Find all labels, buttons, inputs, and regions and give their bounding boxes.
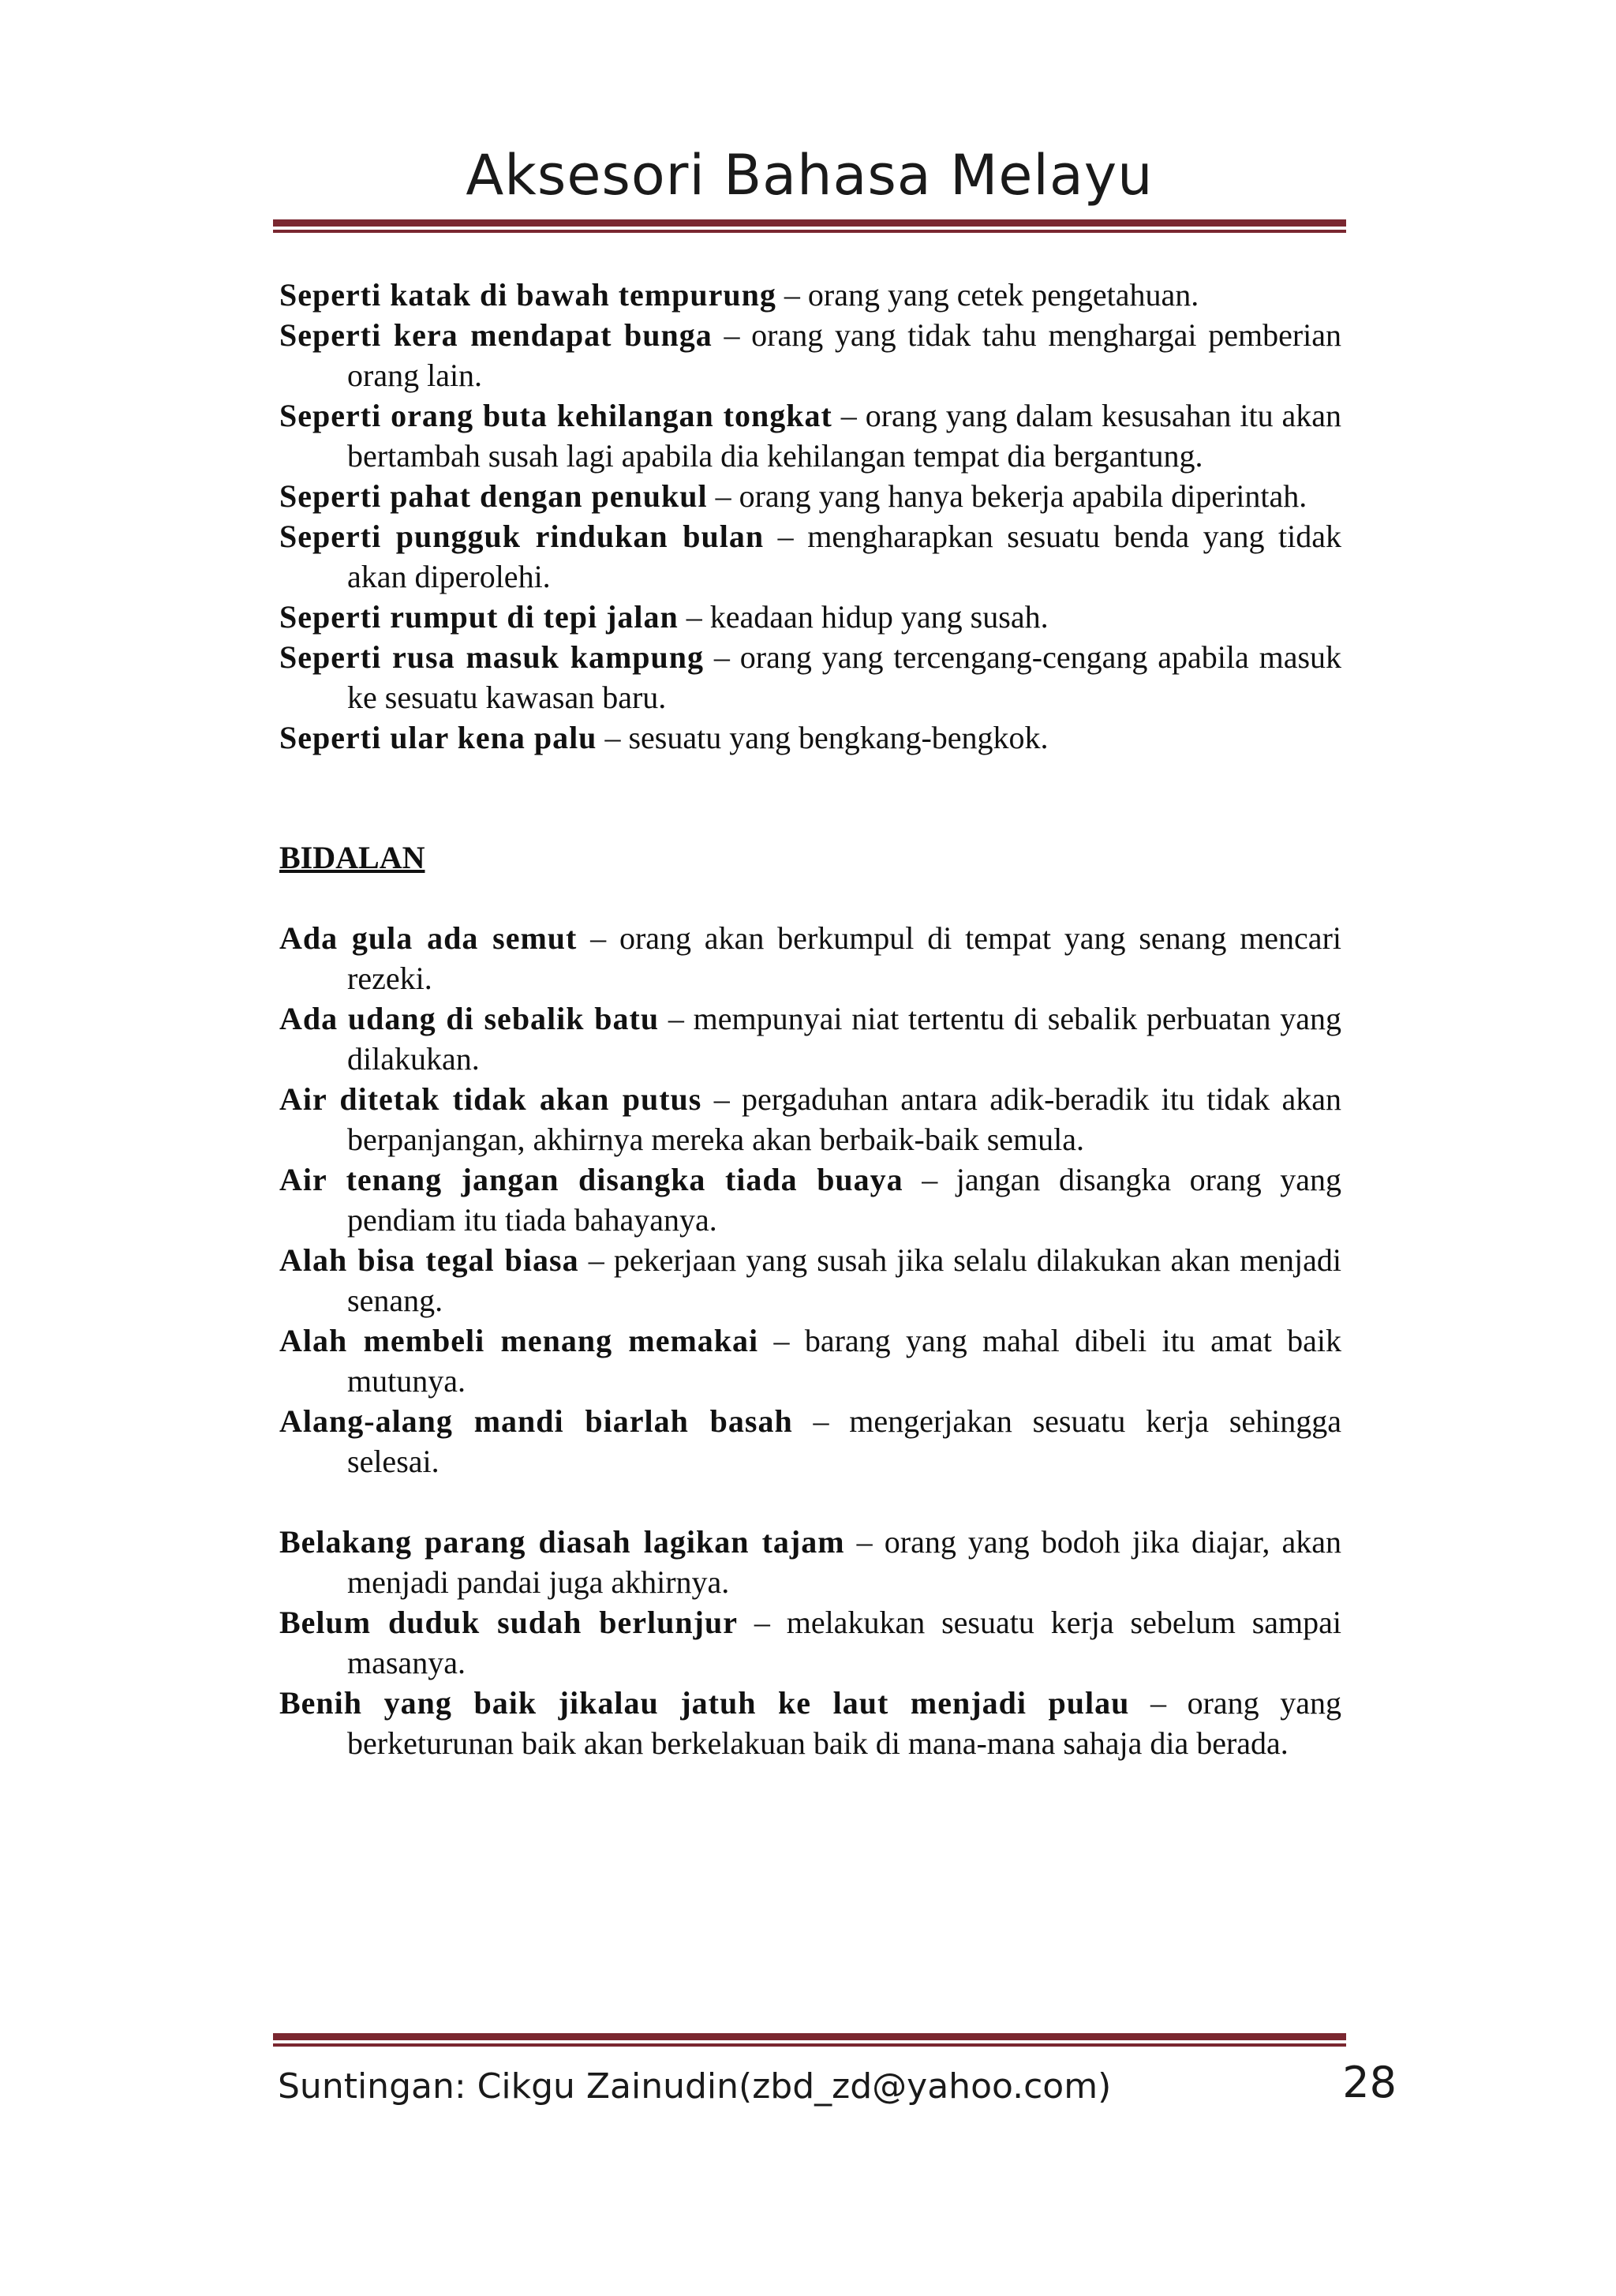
entry-term: Alang-alang mandi biarlah basah: [279, 1403, 793, 1439]
entry-term: Ada udang di sebalik batu: [279, 1001, 660, 1036]
entry-meaning: sesuatu yang bengkang-bengkok.: [628, 720, 1049, 755]
section-heading-bidalan: BIDALAN: [279, 840, 425, 875]
entry: [279, 998, 1341, 1079]
header-divider: [273, 219, 1346, 233]
entry-meaning: pekerjaan yang susah jika selalu dilakukan akan menjadi senang.: [347, 1242, 1341, 1318]
entry: [279, 597, 1341, 637]
entry-separator: –: [813, 1403, 829, 1439]
entry-meaning: barang yang mahal dibeli itu amat baik mutunya.: [347, 1323, 1342, 1399]
entry: [279, 476, 1341, 516]
entry-meaning: orang yang bodoh jika diajar, akan menjadi pandai juga akhirnya.: [347, 1524, 1342, 1600]
entry-term: Alah membeli menang memakai: [279, 1323, 759, 1358]
entry-term: Seperti rusa masuk kampung: [279, 639, 705, 675]
entry-separator: –: [686, 599, 702, 635]
entry: [279, 1159, 1341, 1240]
entry: [279, 1079, 1341, 1159]
entry: [279, 516, 1341, 597]
entry: [279, 275, 1341, 315]
entry-separator: –: [777, 519, 794, 554]
entry-term: Belakang parang diasah lagikan tajam: [279, 1524, 845, 1560]
entry-term: Air tenang jangan disangka tiada buaya: [279, 1162, 903, 1197]
entry-term: Ada gula ada semut: [279, 920, 578, 956]
entry-separator: –: [754, 1605, 770, 1640]
entry-separator: –: [713, 1081, 730, 1117]
bidalan-list-a: [279, 918, 1341, 1481]
entry: [279, 1602, 1341, 1683]
entry-group-spacer: [279, 1481, 1341, 1522]
entry-meaning: orang yang tidak tahu menghargai pemberian orang lain.: [347, 317, 1342, 393]
entry-term: Seperti ular kena palu: [279, 720, 597, 755]
entry-term: Seperti kera mendapat bunga: [279, 317, 713, 353]
peribahasa-seperti-list: [279, 275, 1341, 758]
entry-separator: –: [773, 1323, 790, 1358]
entry-meaning: orang yang berketurunan baik akan berkelakuan baik di mana-mana sahaja dia berada.: [347, 1685, 1342, 1761]
entry-meaning: orang yang cetek pengetahuan.: [807, 277, 1199, 313]
entry: [279, 918, 1341, 998]
entry-meaning: orang yang hanya bekerja apabila diperintah.: [739, 478, 1307, 514]
entry-separator: –: [856, 1524, 873, 1560]
entry-separator: –: [715, 478, 731, 514]
page-number: 28: [1342, 2058, 1397, 2107]
entry-separator: –: [590, 920, 607, 956]
entry: [279, 395, 1341, 476]
entry: [279, 717, 1341, 758]
entry: [279, 1522, 1341, 1602]
entry-term: Seperti orang buta kehilangan tongkat: [279, 398, 832, 433]
entry-separator: –: [604, 720, 621, 755]
entry-separator: –: [588, 1242, 604, 1278]
entry-term: Benih yang baik jikalau jatuh ke laut menjadi pulau: [279, 1685, 1130, 1721]
footer-credit: Suntingan: Cikgu Zainudin(zbd_zd@yahoo.com): [278, 2066, 1112, 2107]
entry-separator: –: [922, 1162, 938, 1197]
entry-separator: –: [724, 317, 740, 353]
entry-meaning: keadaan hidup yang susah.: [709, 599, 1049, 635]
entry-meaning: orang yang tercengang-cengang apabila masuk ke sesuatu kawasan baru.: [347, 639, 1342, 715]
entry-term: Alah bisa tegal biasa: [279, 1242, 579, 1278]
bidalan-list-b: [279, 1522, 1341, 1763]
entry-meaning: mempunyai niat tertentu di sebalik perbuatan yang dilakukan.: [347, 1001, 1342, 1077]
entry-separator: –: [784, 277, 800, 313]
footer-divider: [273, 2033, 1346, 2047]
entry-meaning: pergaduhan antara adik-beradik itu tidak akan berpanjangan, akhirnya mereka akan berbaik-baik semula.: [347, 1081, 1342, 1157]
entry-term: Seperti rumput di tepi jalan: [279, 599, 679, 635]
entry-term: Seperti pungguk rindukan bulan: [279, 519, 765, 554]
entry-separator: –: [840, 398, 857, 433]
entry-term: Air ditetak tidak akan putus: [279, 1081, 702, 1117]
entry-meaning: jangan disangka orang yang pendiam itu tiada bahayanya.: [347, 1162, 1342, 1238]
entry-term: Seperti katak di bawah tempurung: [279, 277, 776, 313]
entry-meaning: orang yang dalam kesusahan itu akan bertambah susah lagi apabila dia kehilangan tempat dia bergantung.: [347, 398, 1342, 474]
entry-separator: –: [713, 639, 730, 675]
entry-separator: –: [1150, 1685, 1166, 1721]
entry: [279, 637, 1341, 717]
entry-separator: –: [668, 1001, 684, 1036]
entry: [279, 1320, 1341, 1401]
entry-term: Seperti pahat dengan penukul: [279, 478, 708, 514]
entry-meaning: orang akan berkumpul di tempat yang senang mencari rezeki.: [347, 920, 1341, 996]
page-body: [279, 275, 1341, 1763]
entry: [279, 315, 1341, 395]
page-header-title: Aksesori Bahasa Melayu: [466, 143, 1154, 208]
entry-term: Belum duduk sudah berlunjur: [279, 1605, 738, 1640]
entry-meaning: mengharapkan sesuatu benda yang tidak akan diperolehi.: [347, 519, 1341, 594]
entry: [279, 1401, 1341, 1481]
entry-meaning: mengerjakan sesuatu kerja sehingga selesai.: [347, 1403, 1342, 1479]
entry: [279, 1683, 1341, 1763]
entry-meaning: melakukan sesuatu kerja sebelum sampai masanya.: [347, 1605, 1341, 1680]
entry: [279, 1240, 1341, 1320]
